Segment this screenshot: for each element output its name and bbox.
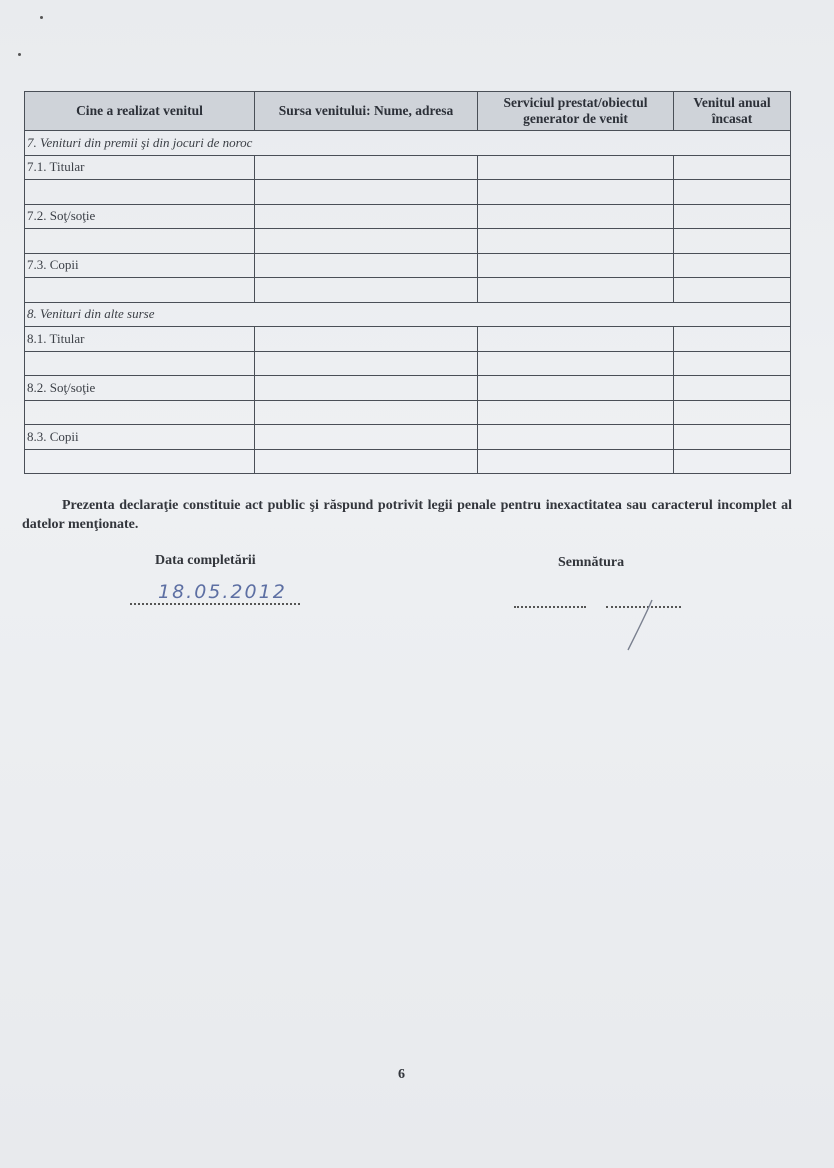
row-label <box>25 400 255 425</box>
header-cell: Sursa venitului: Nume, adresa <box>255 92 478 131</box>
table-row <box>25 351 791 376</box>
table-row <box>25 376 791 401</box>
row-label <box>25 351 255 376</box>
row-label <box>25 180 255 205</box>
header-cell: Venitul anual încasat <box>674 92 791 131</box>
table-row <box>25 180 791 205</box>
table-row <box>25 425 791 450</box>
row-label: 7.3. Copii <box>25 253 255 278</box>
legal-statement: Prezenta declaraţie constituie act public şi răspund potrivit legii penale pentru inexactitatea sau caracterul incomplet al datelor menţionate. <box>22 498 792 532</box>
scan-speck <box>18 53 21 56</box>
handwritten-signature <box>620 596 660 656</box>
signature-label: Semnătura <box>558 555 625 570</box>
row-label <box>25 449 255 474</box>
row-label: 8.1. Titular <box>25 327 255 352</box>
scan-speck <box>40 16 43 19</box>
table-row <box>25 204 791 229</box>
table-row <box>25 278 791 303</box>
date-value: 18.05.2012 <box>158 581 287 603</box>
income-table <box>24 91 791 474</box>
row-label: 7.2. Soţ/soţie <box>25 204 255 229</box>
table-row <box>25 229 791 254</box>
table-row <box>25 155 791 180</box>
section-row <box>25 302 791 327</box>
section-row <box>25 131 791 156</box>
table-row <box>25 253 791 278</box>
table-row <box>25 449 791 474</box>
table-row <box>25 400 791 425</box>
section-title: 7. Venituri din premii şi din jocuri de noroc <box>25 131 791 156</box>
page-number: 6 <box>398 1067 405 1082</box>
row-label: 8.2. Soţ/soţie <box>25 376 255 401</box>
signature-dotted-line <box>514 606 586 608</box>
date-dotted-line <box>130 603 300 605</box>
table-header-row <box>25 92 791 131</box>
row-label: 8.3. Copii <box>25 425 255 450</box>
section-title: 8. Venituri din alte surse <box>25 302 791 327</box>
table-row <box>25 327 791 352</box>
header-cell: Serviciul prestat/obiectul generator de venit <box>478 92 674 131</box>
date-label: Data completării <box>155 553 256 568</box>
row-label <box>25 278 255 303</box>
row-label <box>25 229 255 254</box>
row-label: 7.1. Titular <box>25 155 255 180</box>
header-cell: Cine a realizat venitul <box>25 92 255 131</box>
